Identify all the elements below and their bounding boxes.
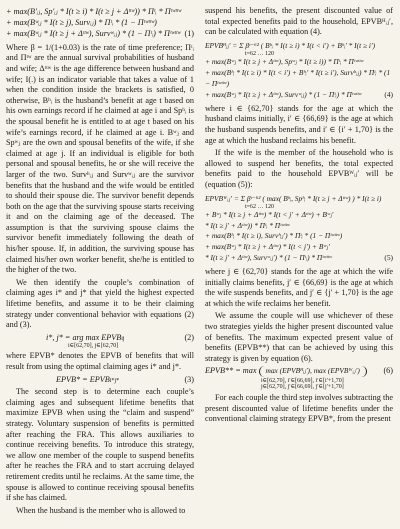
- equation-4: [205, 41, 393, 101]
- paragraph-definitions: Where β = 1/(1+0.03) is the rate of time preference; Πᵗᵢ and Πᵗʷ are the annual survival probabilities of husband and wife; Δᵗᵗʷ is the age difference between husband and wife; I(.) is an indicator variable that takes a value of 1 when the condition inside the brackets is satisfied, 0 otherwise, Bʰᵢ is the husband’s benefit at age t based on his own earnings record if he claimed at age i and Spʰᵢ is the spousal benefit he is entitled to at age t based on his wife’s earnings record, if he claimed at age i. Bʷⱼ and Spʷⱼ are the own and spousal benefits of the wife, if she claimed at age j. If an individual is eligible for both personal and spousal benefits, he or she will receive the larger of the two. Survʰᵢⱼ and Survʷᵢⱼ are the survivor benefits that the husband and the wife would be entitled to should their spouse die. The survivor benefit depends both on the age that the surviving spouse starts receiving it and on the claiming age of the deceased. The assumption is that the surviving spouse claims the survivor benefit immediately following the death of his/her spouse. If, in addition, the surviving spouse has claimed his/her own worker benefit, she/he is entitled to the higher of the two.: [6, 42, 194, 275]
- eq6-subscript-right: j∈[62,70], j′∈[66,69], j′∈[j′+1,70]: [261, 384, 344, 390]
- paragraph-second-step: The second step is to determine each couple’s claiming ages and subsequent lifetime benefits that maximize EPVB when using the “claim and suspend” strategy. Voluntary suspension of benefits is permitted after reaching the FRA. This allows auxiliaries to continue receiving benefits. To introduce this strategy, we allow one member of the couple to suspend benefits after he reaches the FRA and to start accruing delayed retirement credits until he reclaims. At the same time, the spouse is allowed to continue receiving spousal benefits if she has claimed.: [6, 387, 194, 503]
- paragraph-claiming-ages: We then identify the couple’s combination of claiming ages i* and j* that yield the highest expected lifetime benefits, and assume it to be their claiming strategy under conventional behavior with equations (2) and (3).: [6, 277, 194, 330]
- equation-2: [6, 333, 194, 350]
- eq5-line-1: + Bʷⱼ * I(t ≥ j + Δᵗᵗʷ) * I(t < j′ + Δᵗᵗʷ) + Bʷⱼ′: [205, 210, 334, 220]
- eq4-line-3: + max(Bʷⱼ * I(t ≥ j + Δᵗᵗʷ), Survʷᵢⱼ) * (1 − Πᵗᵢ) * Πᵗʷᵗᵗʷ: [205, 90, 362, 100]
- paragraph-third-step: For each couple the third step involves subtracting the present discounted value of lifetime benefits under the conventional claiming strategy EPVB*, from the present: [205, 393, 393, 424]
- eq2-subscript-range: i∈[62,70], j∈[62,70]: [68, 343, 119, 350]
- eq5-sum-range: t=62 … 120: [245, 204, 275, 211]
- eq5-line-5: * I(t ≥ j′ + Δᵗᵗʷ), Survʷᵢⱼ′) * (1 − Πᵗᵢ) * Πᵗʷᵗᵗʷ: [205, 253, 332, 263]
- eq3-number: (3): [184, 374, 194, 384]
- eq3-subscript: i*j*: [109, 377, 120, 384]
- equation-5: [205, 194, 393, 265]
- eq6-number: (6): [383, 366, 393, 376]
- eq6-subscript-left: i∈[62,70], i′∈[66,69], i′∈[i′+1,70]: [261, 378, 344, 384]
- eq5-line-2: * I(t ≥ j′ + Δᵗᵗʷ)) * Πᵗᵢ * Πᵗʷᵗᵗʷ: [205, 220, 290, 230]
- paragraph-wife-suspends: If the wife is the member of the household who is allowed to suspend her benefits, the total expected benefits paid to the household EPVBᵂᵢⱼ′ will be (equation (5)):: [205, 148, 393, 189]
- paragraph-suspend-intro: suspend his benefits, the present discounted value of total expected benefits paid to the household, EPVBᴴᵢⱼ′, can be calculated with equation (4).: [205, 6, 393, 37]
- eq1-line-3: + max(Bʷᵢⱼ * I(t ≥ j + Δᵗᵗʷ), Survʷᵢⱼ) * (1 − Πᵗᵢ) * Πᵗʷᵗᵗʷ: [6, 29, 181, 39]
- eq2-number: (2): [184, 332, 194, 342]
- eq1-line-1: + max(B′ᵢⱼ, Sp′ᵢⱼ * I(t ≥ i) * I(t ≥ j + Δᵗᵗʷ)) * Πᵗᵢ * Πᵗʷᵗᵗʷ: [6, 7, 182, 16]
- eq4-sum-range: t=62 … 120: [245, 51, 275, 58]
- eq3-expression: EPVB* = EPVB: [56, 374, 110, 384]
- eq6-lhs: EPVB** = max: [205, 366, 257, 376]
- equation-6: [205, 366, 393, 377]
- eq4-line-1: + max(Bʷⱼ * I(t ≥ j + Δᵗᵗʷ), Spʷⱼ * I(t ≥ i)) * Πᵗᵢ * Πᵗʷᵗᵗʷ: [205, 57, 364, 67]
- eq5-number: (5): [384, 253, 393, 263]
- paragraph-strategy-choice: We assume the couple will use whichever of these two strategies yields the higher present discounted value of benefits. The maximum expected present value of benefits (EPVB**) that can be achieved by using this strategy is given by equation (6).: [205, 311, 393, 363]
- eq6-inner: max (EPVBᴴᵢⱼ′), max (EPVBᵂᵢⱼ′): [265, 366, 360, 376]
- paragraph-husband-suspends: When the husband is the member who is allowed to: [16, 505, 186, 515]
- eq5-line-3: + max(Bʰᵢ * I(t ≥ i), Survʰᵢⱼ′) * Πᵗᵢ * (1 − Πᵗʷᵗᵗʷ): [205, 231, 343, 241]
- equation-1: [6, 7, 194, 40]
- eq4-line-2: + max(Bʰᵢ * I(t ≥ i) * I(t < i′) + Bʰᵢ′ * I(t ≥ i′), Survʰᵢⱼ) * Πᵗᵢ * (1 − Πᵗʷᵗᵗʷ): [205, 67, 391, 88]
- right-column: [205, 4, 393, 427]
- paragraph-wife-ages: where j ∈ {62,70} stands for the age at which the wife initially claims benefits, j′ ∈ {66,69} is the age at which the wife suspends benefits, and j′ ∈ {j′ + 1,70} is the age at which the wife reclaims her benefit.: [205, 267, 393, 308]
- left-column: [6, 4, 194, 518]
- eq4-head: EPVBᴴᵢⱼ′ = Σ βᵗ⁻⁶² ( Bʰᵢ * I(t ≥ i) * I(t < i′) + Bʰᵢ′ * I(t ≥ i′): [205, 40, 376, 50]
- eq4-number: (4): [384, 90, 393, 100]
- equation-3: [6, 375, 194, 386]
- paragraph-epvb-star: where EPVB* denotes the EPVB of benefits that will result from using the optimal claiming ages i* and j*.: [6, 351, 194, 371]
- eq2-subscript-ij: ij: [121, 335, 125, 342]
- eq6-bracket: [259, 366, 367, 377]
- eq5-head: EPVBᵂᵢⱼ′ = Σ βᵗ⁻⁶² ( max( Bʰᵢ, Spʰᵢ * I(t ≥ j + Δᵗᵗʷ) ) * I(t ≥ i): [205, 193, 382, 203]
- eq2-lhs: i*, j* = arg max EPVB: [46, 332, 122, 342]
- eq6-subscripts-2: [205, 384, 393, 390]
- eq1-line-2: + max(Bʷᵢⱼ * I(t ≥ j), Survᵢⱼ) * Πᵗᵢ * (1 − Πᵗʷᵗᵗʷ): [6, 17, 157, 27]
- paragraph-husband-ages: where i ∈ {62,70} stands for the age at which the husband claims initially, i′ ∈ {66,69} is the age at which the husband suspends benefits, and i′ ∈ {i′ + 1,70} is the age at which the husband reclaims his benefit.: [205, 103, 393, 145]
- eq1-number: (1): [184, 29, 195, 39]
- eq5-line-4: + max(Bʷⱼ * I(t ≥ j + Δᵗᵗʷ) * I(t < j′) + Bʷⱼ′: [205, 241, 330, 251]
